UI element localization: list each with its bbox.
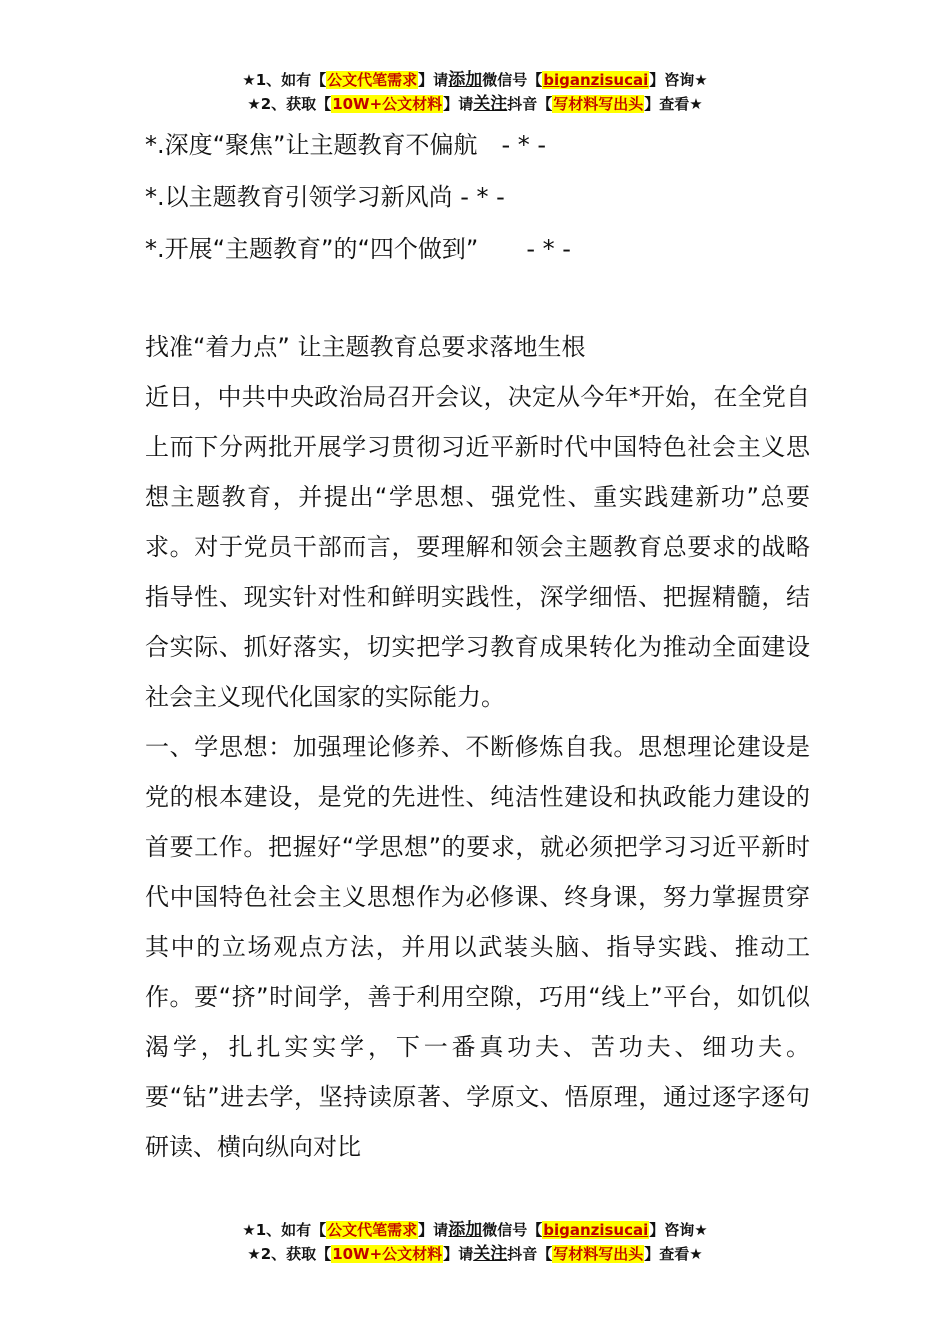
banner-line-2	[0, 1242, 950, 1266]
banner-line2-prefix: ★2、获取【	[247, 95, 332, 113]
materials-highlight: 10W+公文材料	[332, 1245, 443, 1263]
add-emphasis: 添加	[448, 70, 483, 90]
article-title: 找准“着力点” 让主题教育总要求落地生根	[145, 333, 586, 361]
footer-banner	[0, 1218, 950, 1266]
article-paragraph: 近日，中共中央政治局召开会议，决定从今年*开始，在全党自上而下分两批开展学习贯彻习近平新时代中国特色社会主义思想主题教育，并提出“学思想、强党性、重实践建新功”总要求。对于党员干部而言，要理解和领会主题教育总要求的战略指导性、现实针对性和鲜明实践性，深学细悟、把握精髓，结合实际、抓好落实，切实把学习教育成果转化为推动全面建设社会主义现代化国家的实际能力。	[145, 383, 810, 711]
banner-line2-mid2: 抖音【	[507, 95, 553, 113]
banner-line1-prefix: ★1、如有【	[242, 71, 327, 89]
banner-line2-mid1: 】请	[443, 1245, 474, 1263]
banner-line2-mid1: 】请	[443, 95, 474, 113]
banner-line-1	[0, 68, 950, 92]
section-spacer	[145, 276, 810, 322]
toc-item[interactable]: *.深度“聚焦”让主题教育不偏航 - * -	[145, 131, 547, 159]
banner-line1-mid1: 】请	[418, 1221, 449, 1239]
materials-highlight: 10W+公文材料	[332, 95, 443, 113]
wechat-id-link[interactable]: biganzisucai	[543, 1221, 649, 1239]
service-highlight: 公文代笔需求	[327, 1221, 418, 1239]
banner-line1-suffix: 】咨询★	[649, 71, 708, 89]
douyin-account-highlight: 写材料写出头	[553, 1245, 644, 1263]
douyin-account-highlight: 写材料写出头	[553, 95, 644, 113]
banner-line1-mid1: 】请	[418, 71, 449, 89]
banner-line1-mid2: 微信号【	[482, 71, 543, 89]
wechat-id-link[interactable]: biganzisucai	[543, 71, 649, 89]
service-highlight: 公文代笔需求	[327, 71, 418, 89]
follow-emphasis: 关注	[473, 94, 508, 114]
follow-emphasis: 关注	[473, 1244, 508, 1264]
banner-line1-mid2: 微信号【	[482, 1221, 543, 1239]
banner-line1-suffix: 】咨询★	[649, 1221, 708, 1239]
banner-line2-suffix: 】查看★	[644, 1245, 703, 1263]
banner-line-1	[0, 1218, 950, 1242]
table-of-contents	[145, 120, 810, 276]
article-paragraph: 一、学思想：加强理论修养、不断修炼自我。思想理论建设是党的根本建设，是党的先进性、纯洁性建设和执政能力建设的首要工作。把握好“学思想”的要求，就必须把学习习近平新时代中国特色社会主义思想作为必修课、终身课，努力掌握贯穿其中的立场观点方法，并用以武装头脑、指导实践、推动工作。要“挤”时间学，善于利用空隙，巧用“线上”平台，如饥似渴学，扎扎实实学，下一番真功夫、苦功夫、细功夫。要“钻”进去学，坚持读原著、学原文、悟原理，通过逐字逐句研读、横向纵向对比	[145, 733, 810, 1161]
toc-item[interactable]: *.开展“主题教育”的“四个做到” - * -	[145, 235, 571, 263]
add-emphasis: 添加	[448, 1220, 483, 1240]
banner-line1-prefix: ★1、如有【	[242, 1221, 327, 1239]
banner-line2-prefix: ★2、获取【	[247, 1245, 332, 1263]
banner-line-2	[0, 92, 950, 116]
banner-line2-mid2: 抖音【	[507, 1245, 553, 1263]
header-banner	[0, 68, 950, 116]
document-body	[145, 120, 810, 1172]
banner-line2-suffix: 】查看★	[644, 95, 703, 113]
toc-item[interactable]: *.以主题教育引领学习新风尚 - * -	[145, 183, 505, 211]
